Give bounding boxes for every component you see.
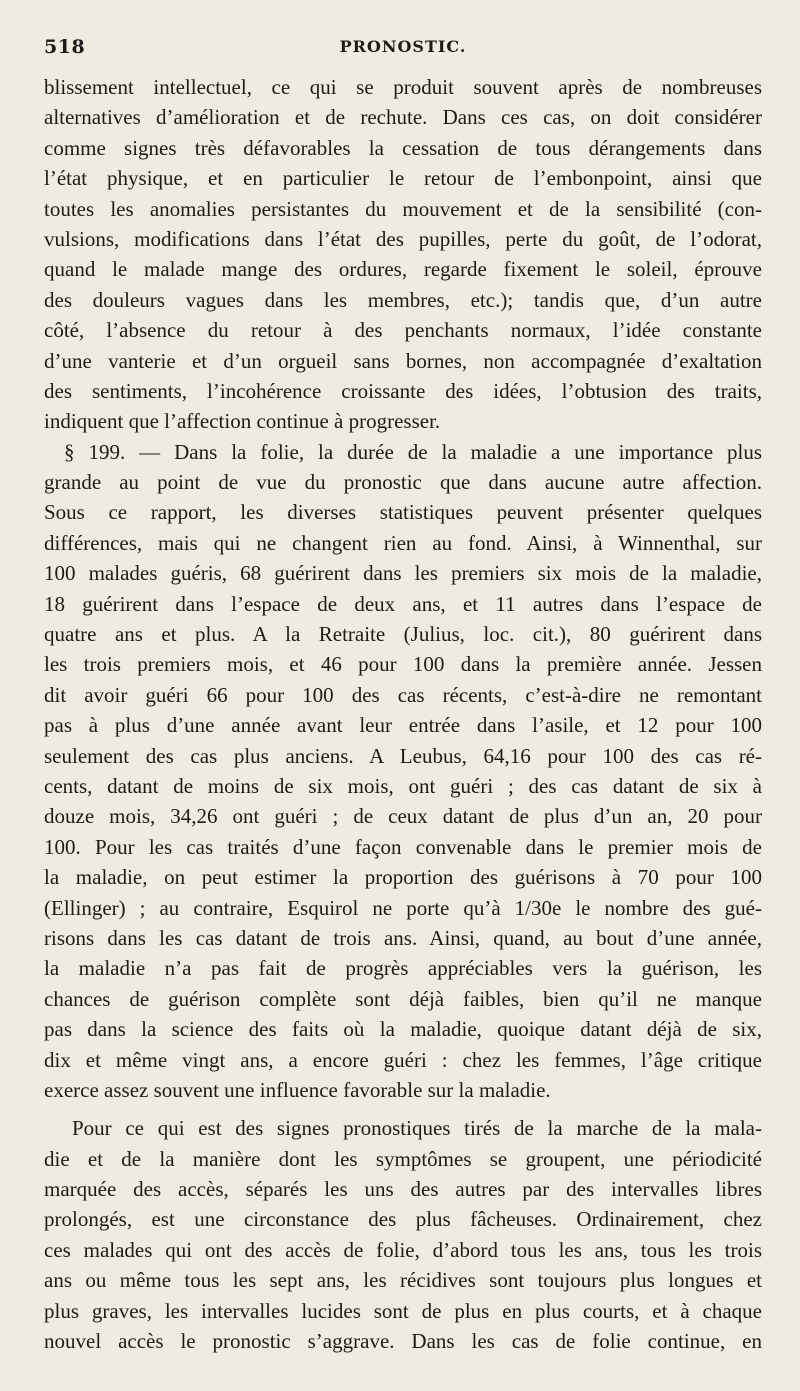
text-line: dix et même vingt ans, a encore guéri : chez les femmes, l’âge critique xyxy=(44,1047,762,1072)
running-title: PRONOSTIC. xyxy=(339,37,467,56)
text-line: blissement intellectuel, ce qui se produit souvent après de nombreuses xyxy=(44,75,762,99)
page-header xyxy=(44,34,762,60)
section-199-start: § 199. — Dans la folie, la durée de la maladie a une importance plus xyxy=(64,439,762,464)
text-line: des douleurs vagues dans les membres, etc.); tandis que, d’un autre xyxy=(44,287,762,312)
text-line: exerce assez souvent une influence favorable sur la maladie. xyxy=(44,1077,551,1102)
text-line: dit avoir guéri 66 pour 100 des cas récents, c’est-à-dire ne remontant xyxy=(44,682,762,707)
text-line: 100 malades guéris, 68 guérirent dans les premiers six mois de la maladie, xyxy=(44,561,762,586)
text-line: côté, l’absence du retour à des penchants normaux, l’idée constante xyxy=(44,318,762,343)
text-line: Sous ce rapport, les diverses statistiques peuvent présenter quelques xyxy=(44,500,762,525)
text-line: comme signes très défavorables la cessation de tous dérangements dans xyxy=(44,135,762,160)
text-line: d’une vanterie et d’un orgueil sans bornes, non accompagnée d’exaltation xyxy=(44,348,762,373)
paragraph-start: Pour ce qui est des signes pronostiques tirés de la marche de la mala- xyxy=(72,1116,762,1141)
text-line: différences, mais qui ne changent rien au fond. Ainsi, à Winnenthal, sur xyxy=(44,530,762,555)
paragraph-gap xyxy=(44,1105,762,1113)
text-line: douze mois, 34,26 ont guéri ; de ceux datant de plus d’un an, 20 pour xyxy=(44,804,762,829)
text-line: die et de la manière dont les symptômes se groupent, une périodicité xyxy=(44,1146,762,1171)
text-line: pas à plus d’une année avant leur entrée dans l’asile, et 12 pour 100 xyxy=(44,713,762,738)
body-text xyxy=(44,72,762,1356)
text-line: la maladie, on peut estimer la proportion des guérisons à 70 pour 100 xyxy=(44,865,762,890)
text-line: (Ellinger) ; au contraire, Esquirol ne porte qu’à 1/30e le nombre des gué- xyxy=(44,895,762,920)
text-line: ces malades qui ont des accès de folie, d’abord tous les ans, tous les trois xyxy=(44,1237,762,1262)
text-line: nouvel accès le pronostic s’aggrave. Dans les cas de folie continue, en xyxy=(44,1329,762,1354)
page-number: 518 xyxy=(44,36,86,58)
text-line: chances de guérison complète sont déjà faibles, bien qu’il ne manque xyxy=(44,986,762,1011)
text-line: plus graves, les intervalles lucides sont de plus en plus courts, et à chaque xyxy=(44,1298,762,1323)
text-line: des sentiments, l’incohérence croissante des idées, l’obtusion des traits, xyxy=(44,378,762,403)
text-line: ans ou même tous les sept ans, les récidives sont toujours plus longues et xyxy=(44,1268,762,1293)
text-line: alternatives d’amélioration et de rechute. Dans ces cas, on doit considérer xyxy=(44,105,762,130)
text-line: 18 guérirent dans l’espace de deux ans, et 11 autres dans l’espace de xyxy=(44,591,762,616)
text-line: l’état physique, et en particulier le retour de l’embonpoint, ainsi que xyxy=(44,166,762,191)
text-line: 100. Pour les cas traités d’une façon convenable dans le premier mois de xyxy=(44,834,762,859)
text-line: risons dans les cas datant de trois ans. Ainsi, quand, au bout d’une année, xyxy=(44,925,762,950)
text-line: cents, datant de moins de six mois, ont guéri ; des cas datant de six à xyxy=(44,773,762,798)
text-line: marquée des accès, séparés les uns des autres par des intervalles libres xyxy=(44,1177,762,1202)
text-line: pas dans la science des faits où la maladie, quoique datant déjà de six, xyxy=(44,1017,762,1042)
text-line: quand le malade mange des ordures, regarde fixement le soleil, éprouve xyxy=(44,257,762,282)
text-line: les trois premiers mois, et 46 pour 100 dans la première année. Jessen xyxy=(44,652,762,677)
text-line: seulement des cas plus anciens. A Leubus, 64,16 pour 100 des cas ré- xyxy=(44,743,762,768)
text-line: la maladie n’a pas fait de progrès appréciables vers la guérison, les xyxy=(44,956,762,981)
text-line: grande au point de vue du pronostic que dans aucune autre affection. xyxy=(44,470,762,495)
text-line: vulsions, modifications dans l’état des pupilles, perte du goût, de l’odorat, xyxy=(44,226,762,251)
text-line: toutes les anomalies persistantes du mouvement et de la sensibilité (con- xyxy=(44,196,762,221)
text-line: indiquent que l’affection continue à progresser. xyxy=(44,409,441,434)
text-line: prolongés, est une circonstance des plus fâcheuses. Ordinairement, chez xyxy=(44,1207,762,1232)
text-line: quatre ans et plus. A la Retraite (Julius, loc. cit.), 80 guérirent dans xyxy=(44,622,762,647)
